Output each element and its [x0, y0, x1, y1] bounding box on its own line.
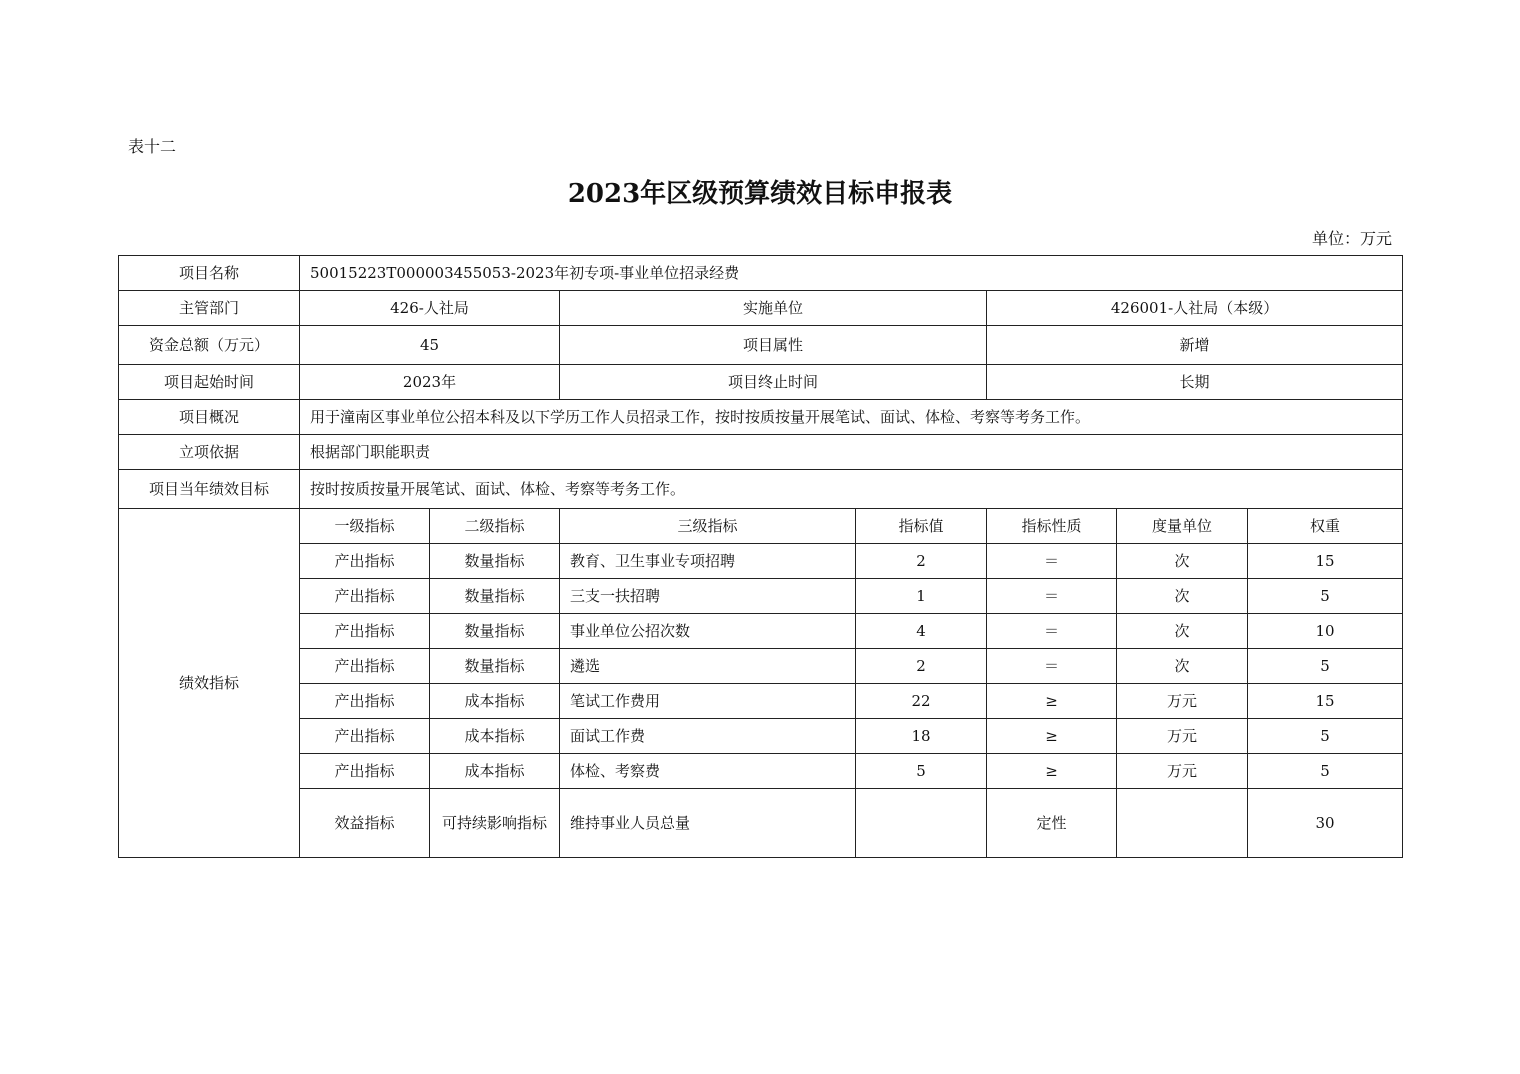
- level3-cell: 教育、卫生事业专项招聘: [560, 544, 856, 579]
- table-row: [119, 544, 1403, 579]
- level1-cell: 产出指标: [300, 579, 430, 614]
- level3-cell: 体检、考察费: [560, 754, 856, 789]
- page-title: 2023年区级预算绩效目标申报表: [567, 179, 953, 209]
- department-value: 426-人社局: [300, 291, 560, 326]
- value-cell: 2: [856, 544, 987, 579]
- implementing-unit-value: 426001-人社局（本级）: [987, 291, 1403, 326]
- row-goal: [119, 470, 1403, 509]
- basis-value: 根据部门职能职责: [300, 435, 1403, 470]
- value-cell: 4: [856, 614, 987, 649]
- header-weight: 权重: [1248, 509, 1403, 544]
- weight-cell: 15: [1248, 544, 1403, 579]
- table-row: [119, 684, 1403, 719]
- header-level1: 一级指标: [300, 509, 430, 544]
- weight-cell: 5: [1248, 649, 1403, 684]
- department-label: 主管部门: [119, 291, 300, 326]
- level3-cell: 面试工作费: [560, 719, 856, 754]
- project-name-label: 项目名称: [119, 256, 300, 291]
- level2-cell: 成本指标: [430, 684, 560, 719]
- row-funds: [119, 326, 1403, 365]
- table-number-label: 表十二: [128, 137, 177, 156]
- weight-cell: 5: [1248, 719, 1403, 754]
- value-cell: [856, 789, 987, 858]
- value-cell: 22: [856, 684, 987, 719]
- weight-cell: 10: [1248, 614, 1403, 649]
- level1-cell: 产出指标: [300, 719, 430, 754]
- header-unit: 度量单位: [1117, 509, 1248, 544]
- level2-cell: 数量指标: [430, 579, 560, 614]
- unit-cell: [1117, 789, 1248, 858]
- project-attribute-label: 项目属性: [560, 326, 987, 365]
- row-project-name: [119, 256, 1403, 291]
- level1-cell: 产出指标: [300, 649, 430, 684]
- header-value: 指标值: [856, 509, 987, 544]
- weight-cell: 5: [1248, 754, 1403, 789]
- unit-cell: 次: [1117, 579, 1248, 614]
- table-row: [119, 754, 1403, 789]
- funds-label: 资金总额（万元）: [119, 326, 300, 365]
- project-name-value: 50015223T000003455053-2023年初专项-事业单位招录经费: [300, 256, 1403, 291]
- level1-cell: 产出指标: [300, 614, 430, 649]
- level3-cell: 笔试工作费用: [560, 684, 856, 719]
- goal-value: 按时按质按量开展笔试、面试、体检、考察等考务工作。: [300, 470, 1403, 509]
- nature-cell: ＝: [987, 544, 1117, 579]
- level3-cell: 三支一扶招聘: [560, 579, 856, 614]
- project-attribute-value: 新增: [987, 326, 1403, 365]
- nature-cell: ≥: [987, 719, 1117, 754]
- table-row: [119, 614, 1403, 649]
- row-department: [119, 291, 1403, 326]
- level2-cell: 成本指标: [430, 719, 560, 754]
- level2-cell: 成本指标: [430, 754, 560, 789]
- header-level2: 二级指标: [430, 509, 560, 544]
- value-cell: 5: [856, 754, 987, 789]
- nature-cell: ≥: [987, 754, 1117, 789]
- weight-cell: 5: [1248, 579, 1403, 614]
- table-row: [119, 719, 1403, 754]
- level3-cell: 遴选: [560, 649, 856, 684]
- level2-cell: 数量指标: [430, 649, 560, 684]
- table-row: [119, 579, 1403, 614]
- nature-cell: 定性: [987, 789, 1117, 858]
- performance-indicators-label: 绩效指标: [119, 509, 300, 858]
- overview-label: 项目概况: [119, 400, 300, 435]
- table-row: [119, 789, 1403, 858]
- row-basis: [119, 435, 1403, 470]
- end-time-label: 项目终止时间: [560, 365, 987, 400]
- level3-cell: 事业单位公招次数: [560, 614, 856, 649]
- unit-label: 单位：万元: [1311, 229, 1392, 248]
- nature-cell: ＝: [987, 649, 1117, 684]
- funds-value: 45: [300, 326, 560, 365]
- nature-cell: ＝: [987, 579, 1117, 614]
- level3-cell: 维持事业人员总量: [560, 789, 856, 858]
- row-time: [119, 365, 1403, 400]
- unit-cell: 万元: [1117, 684, 1248, 719]
- row-overview: [119, 400, 1403, 435]
- end-time-value: 长期: [987, 365, 1403, 400]
- unit-cell: 万元: [1117, 719, 1248, 754]
- level1-cell: 产出指标: [300, 754, 430, 789]
- unit-cell: 万元: [1117, 754, 1248, 789]
- value-cell: 2: [856, 649, 987, 684]
- value-cell: 18: [856, 719, 987, 754]
- start-time-value: 2023年: [300, 365, 560, 400]
- budget-performance-table: [118, 255, 1403, 858]
- implementing-unit-label: 实施单位: [560, 291, 987, 326]
- header-nature: 指标性质: [987, 509, 1117, 544]
- indicator-header-row: [119, 509, 1403, 544]
- weight-cell: 30: [1248, 789, 1403, 858]
- level1-cell: 产出指标: [300, 544, 430, 579]
- goal-label: 项目当年绩效目标: [119, 470, 300, 509]
- level2-cell: 数量指标: [430, 614, 560, 649]
- level2-cell: 数量指标: [430, 544, 560, 579]
- value-cell: 1: [856, 579, 987, 614]
- unit-cell: 次: [1117, 649, 1248, 684]
- level2-cell: 可持续影响指标: [430, 789, 560, 858]
- level1-cell: 效益指标: [300, 789, 430, 858]
- unit-cell: 次: [1117, 614, 1248, 649]
- start-time-label: 项目起始时间: [119, 365, 300, 400]
- table-row: [119, 649, 1403, 684]
- overview-value: 用于潼南区事业单位公招本科及以下学历工作人员招录工作，按时按质按量开展笔试、面试、体检、考察等考务工作。: [300, 400, 1403, 435]
- weight-cell: 15: [1248, 684, 1403, 719]
- nature-cell: ≥: [987, 684, 1117, 719]
- basis-label: 立项依据: [119, 435, 300, 470]
- header-level3: 三级指标: [560, 509, 856, 544]
- nature-cell: ＝: [987, 614, 1117, 649]
- unit-cell: 次: [1117, 544, 1248, 579]
- level1-cell: 产出指标: [300, 684, 430, 719]
